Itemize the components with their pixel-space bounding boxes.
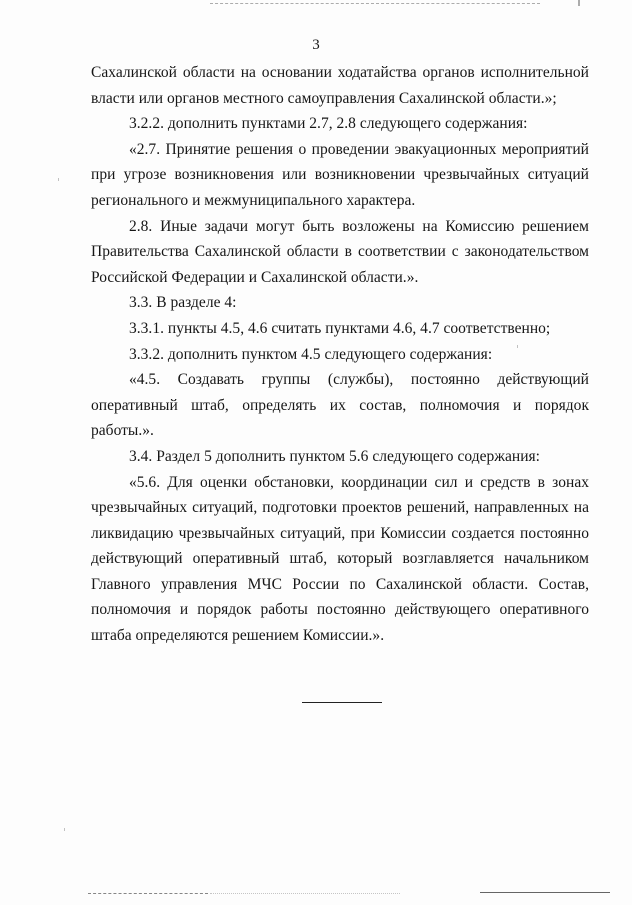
scan-speck	[64, 828, 65, 831]
scan-artifact-bottom-mid	[210, 893, 400, 894]
paragraph-2-7: «2.7. Принятие решения о проведении эвакуационных мероприятий при угрозе возникновения или возникновении чрезвычайных ситуаций регионального и межмуниципального характера.	[91, 140, 589, 209]
paragraph-continuation: Сахалинской области на основании ходатайства органов исполнительной власти или органов местного самоуправления Сахалинской области.»;	[91, 64, 589, 107]
document-body	[91, 60, 589, 649]
page-number: 3	[312, 37, 320, 53]
paragraph-5-6: «5.6. Для оценки обстановки, координации сил и средств в зонах чрезвычайных ситуаций, подготовки проектов решений, направленных на ликвидацию чрезвычайных ситуаций, при Комиссии создается постоянно действующий оперативный штаб, который возглавляется начальником Главного управления МЧС России по Сахалинской области. Состав, полномочия и порядок работы постоянно действующего оперативного штаба определяются решением Комиссии.».	[91, 473, 589, 645]
end-of-text-rule	[302, 702, 382, 703]
scan-artifact-bottom-left	[88, 893, 208, 894]
paragraph-3-3-1: 3.3.1. пункты 4.5, 4.6 считать пунктами 4.6, 4.7 соответственно;	[129, 319, 551, 337]
scan-speck	[58, 178, 59, 181]
paragraph-3-3: 3.3. В разделе 4:	[129, 294, 237, 312]
scan-speck	[517, 345, 518, 348]
scan-artifact-bottom-right	[480, 892, 610, 893]
paragraph-2-8: 2.8. Иные задачи могут быть возложены на Комиссию решением Правительства Сахалинской области в соответствии с законодательством Российской Федерации и Сахалинской области.».	[91, 217, 589, 286]
paragraph-3-2-2: 3.2.2. дополнить пунктами 2.7, 2.8 следующего содержания:	[129, 115, 528, 133]
paragraph-3-4: 3.4. Раздел 5 дополнить пунктом 5.6 следующего содержания:	[129, 447, 541, 465]
paragraph-4-5: «4.5. Создавать группы (службы), постоянно действующий оперативный штаб, определять их состав, полномочия и порядок работы.».	[91, 371, 589, 440]
paragraph-3-3-2: 3.3.2. дополнить пунктом 4.5 следующего содержания:	[129, 345, 493, 363]
scan-artifact-top-right	[578, 0, 580, 6]
scan-artifact-top	[210, 3, 540, 5]
